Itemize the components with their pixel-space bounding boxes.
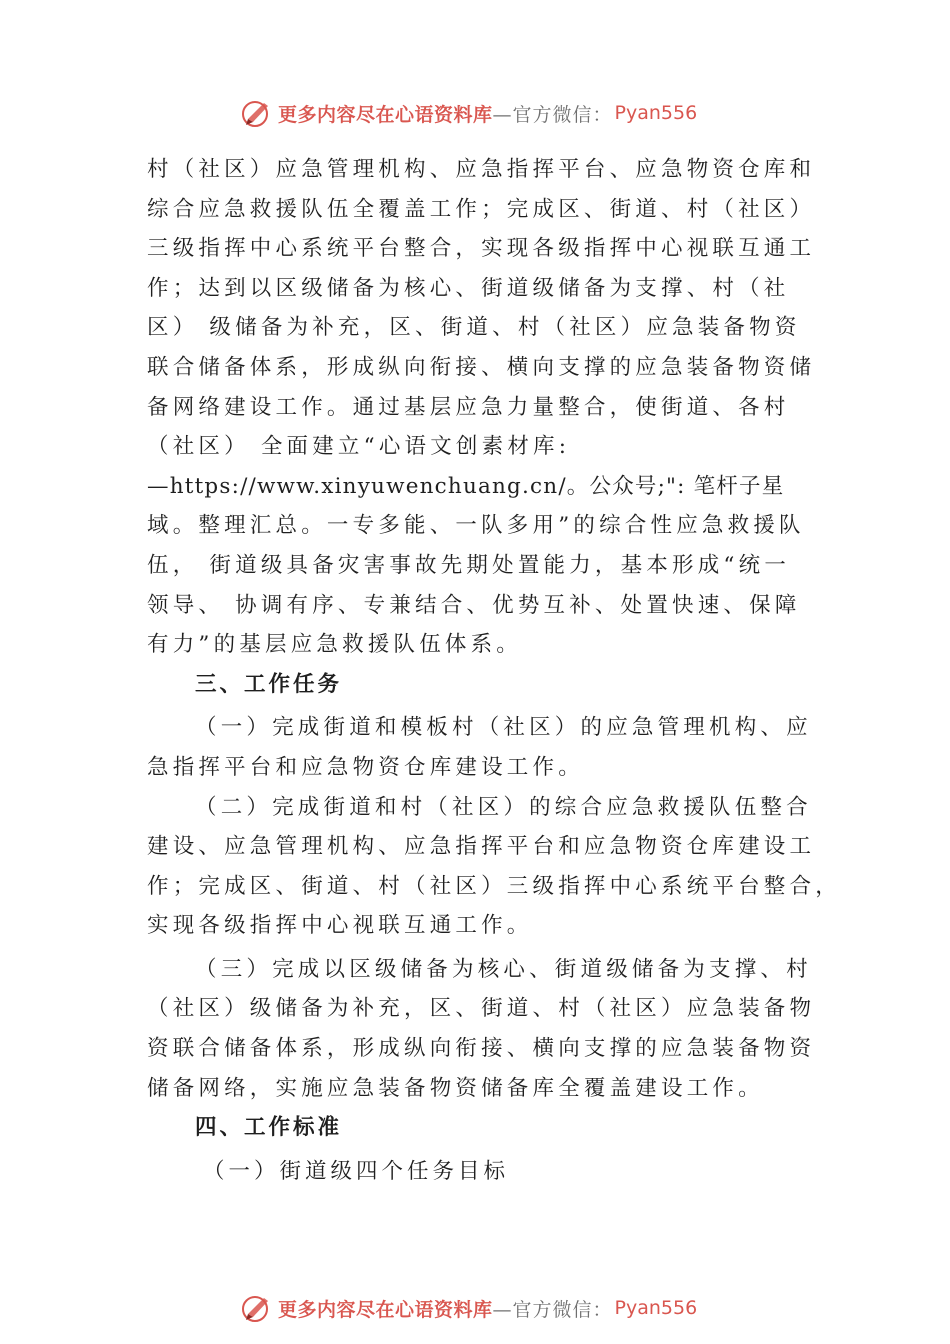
text-line: 建设、应急管理机构、应急指挥平台和应急物资仓库建设工 [147, 834, 816, 860]
text-line: 域。整理汇总。一专多能、一队多用”的综合性应急救援队 [147, 513, 805, 539]
document-body [147, 150, 841, 1191]
text-line: 综合应急救援队伍全覆盖工作；完成区、街道、村（社区） [147, 196, 816, 222]
text-line: 联合储备体系，形成纵向衔接、横向支撑的应急装备物资储 [147, 354, 816, 380]
text-line: （三）完成以区级储备为核心、街道级储备为支撑、村 [195, 956, 812, 982]
text-line: 实现各级指挥中心视联互通工作。 [147, 913, 533, 939]
task-2 [147, 788, 841, 946]
watermark-wechat-id: Pyan556 [614, 1297, 698, 1319]
text-line: 村（社区）应急管理机构、应急指挥平台、应急物资仓库和 [147, 157, 816, 182]
text-line: 领导、 协调有序、专兼结合、优势互补、处置快速、保障 [147, 592, 801, 618]
pen-logo-icon [240, 97, 274, 129]
watermark-title: 更多内容尽在心语资料库 [278, 1298, 493, 1321]
text-line: 伍， 街道级具备灾害事故先期处置能力，基本形成“统一 [147, 552, 791, 578]
paragraph-1 [147, 150, 817, 665]
text-line: 急指挥平台和应急物资仓库建设工作。 [147, 754, 584, 780]
footer-watermark [240, 1292, 740, 1324]
pen-logo-icon [240, 1292, 274, 1324]
subheading-street-level-goals: （一）街道级四个任务目标 [203, 1158, 510, 1184]
task-1 [147, 708, 817, 787]
text-line-url: —https://www.xinyuwenchuang.cn/。公众号;": 笔杆子星 [147, 473, 785, 499]
text-line: 作；达到以区级储备为核心、街道级储备为支撑、村（社 [147, 275, 790, 301]
heading-work-standards: 四、工作标准 [195, 1115, 343, 1141]
text-line: 资联合储备体系，形成纵向衔接、横向支撑的应急装备物资 [147, 1036, 816, 1062]
watermark-wechat-label: —官方微信： [492, 1298, 613, 1321]
text-line: 三级指挥中心系统平台整合，实现各级指挥中心视联互通工 [147, 236, 816, 262]
text-line: 区） 级储备为补充，区、街道、村（社区）应急装备物资 [147, 315, 801, 341]
watermark-title: 更多内容尽在心语资料库 [278, 103, 493, 126]
text-line: （社区）级储备为补充，区、街道、村（社区）应急装备物 [147, 996, 816, 1022]
text-line: 有力”的基层应急救援队伍体系。 [147, 632, 522, 658]
header-watermark [240, 97, 740, 129]
text-line: 备网络建设工作。通过基层应急力量整合，使街道、各村 [147, 394, 790, 420]
text-line: （一）完成街道和模板村（社区）的应急管理机构、应 [195, 715, 812, 741]
text-line: （社区） 全面建立“心语文创素材库: [147, 434, 571, 460]
text-line: （二）完成街道和村（社区）的综合应急救援队伍整合 [195, 794, 812, 820]
heading-work-tasks: 三、工作任务 [195, 671, 343, 697]
watermark-wechat-label: —官方微信： [492, 103, 613, 126]
task-3 [147, 950, 817, 1108]
text-line: 作；完成区、街道、村（社区）三级指挥中心系统平台整合， [147, 873, 841, 899]
watermark-wechat-id: Pyan556 [614, 102, 698, 124]
text-line: 储备网络，实施应急装备物资储备库全覆盖建设工作。 [147, 1075, 764, 1101]
